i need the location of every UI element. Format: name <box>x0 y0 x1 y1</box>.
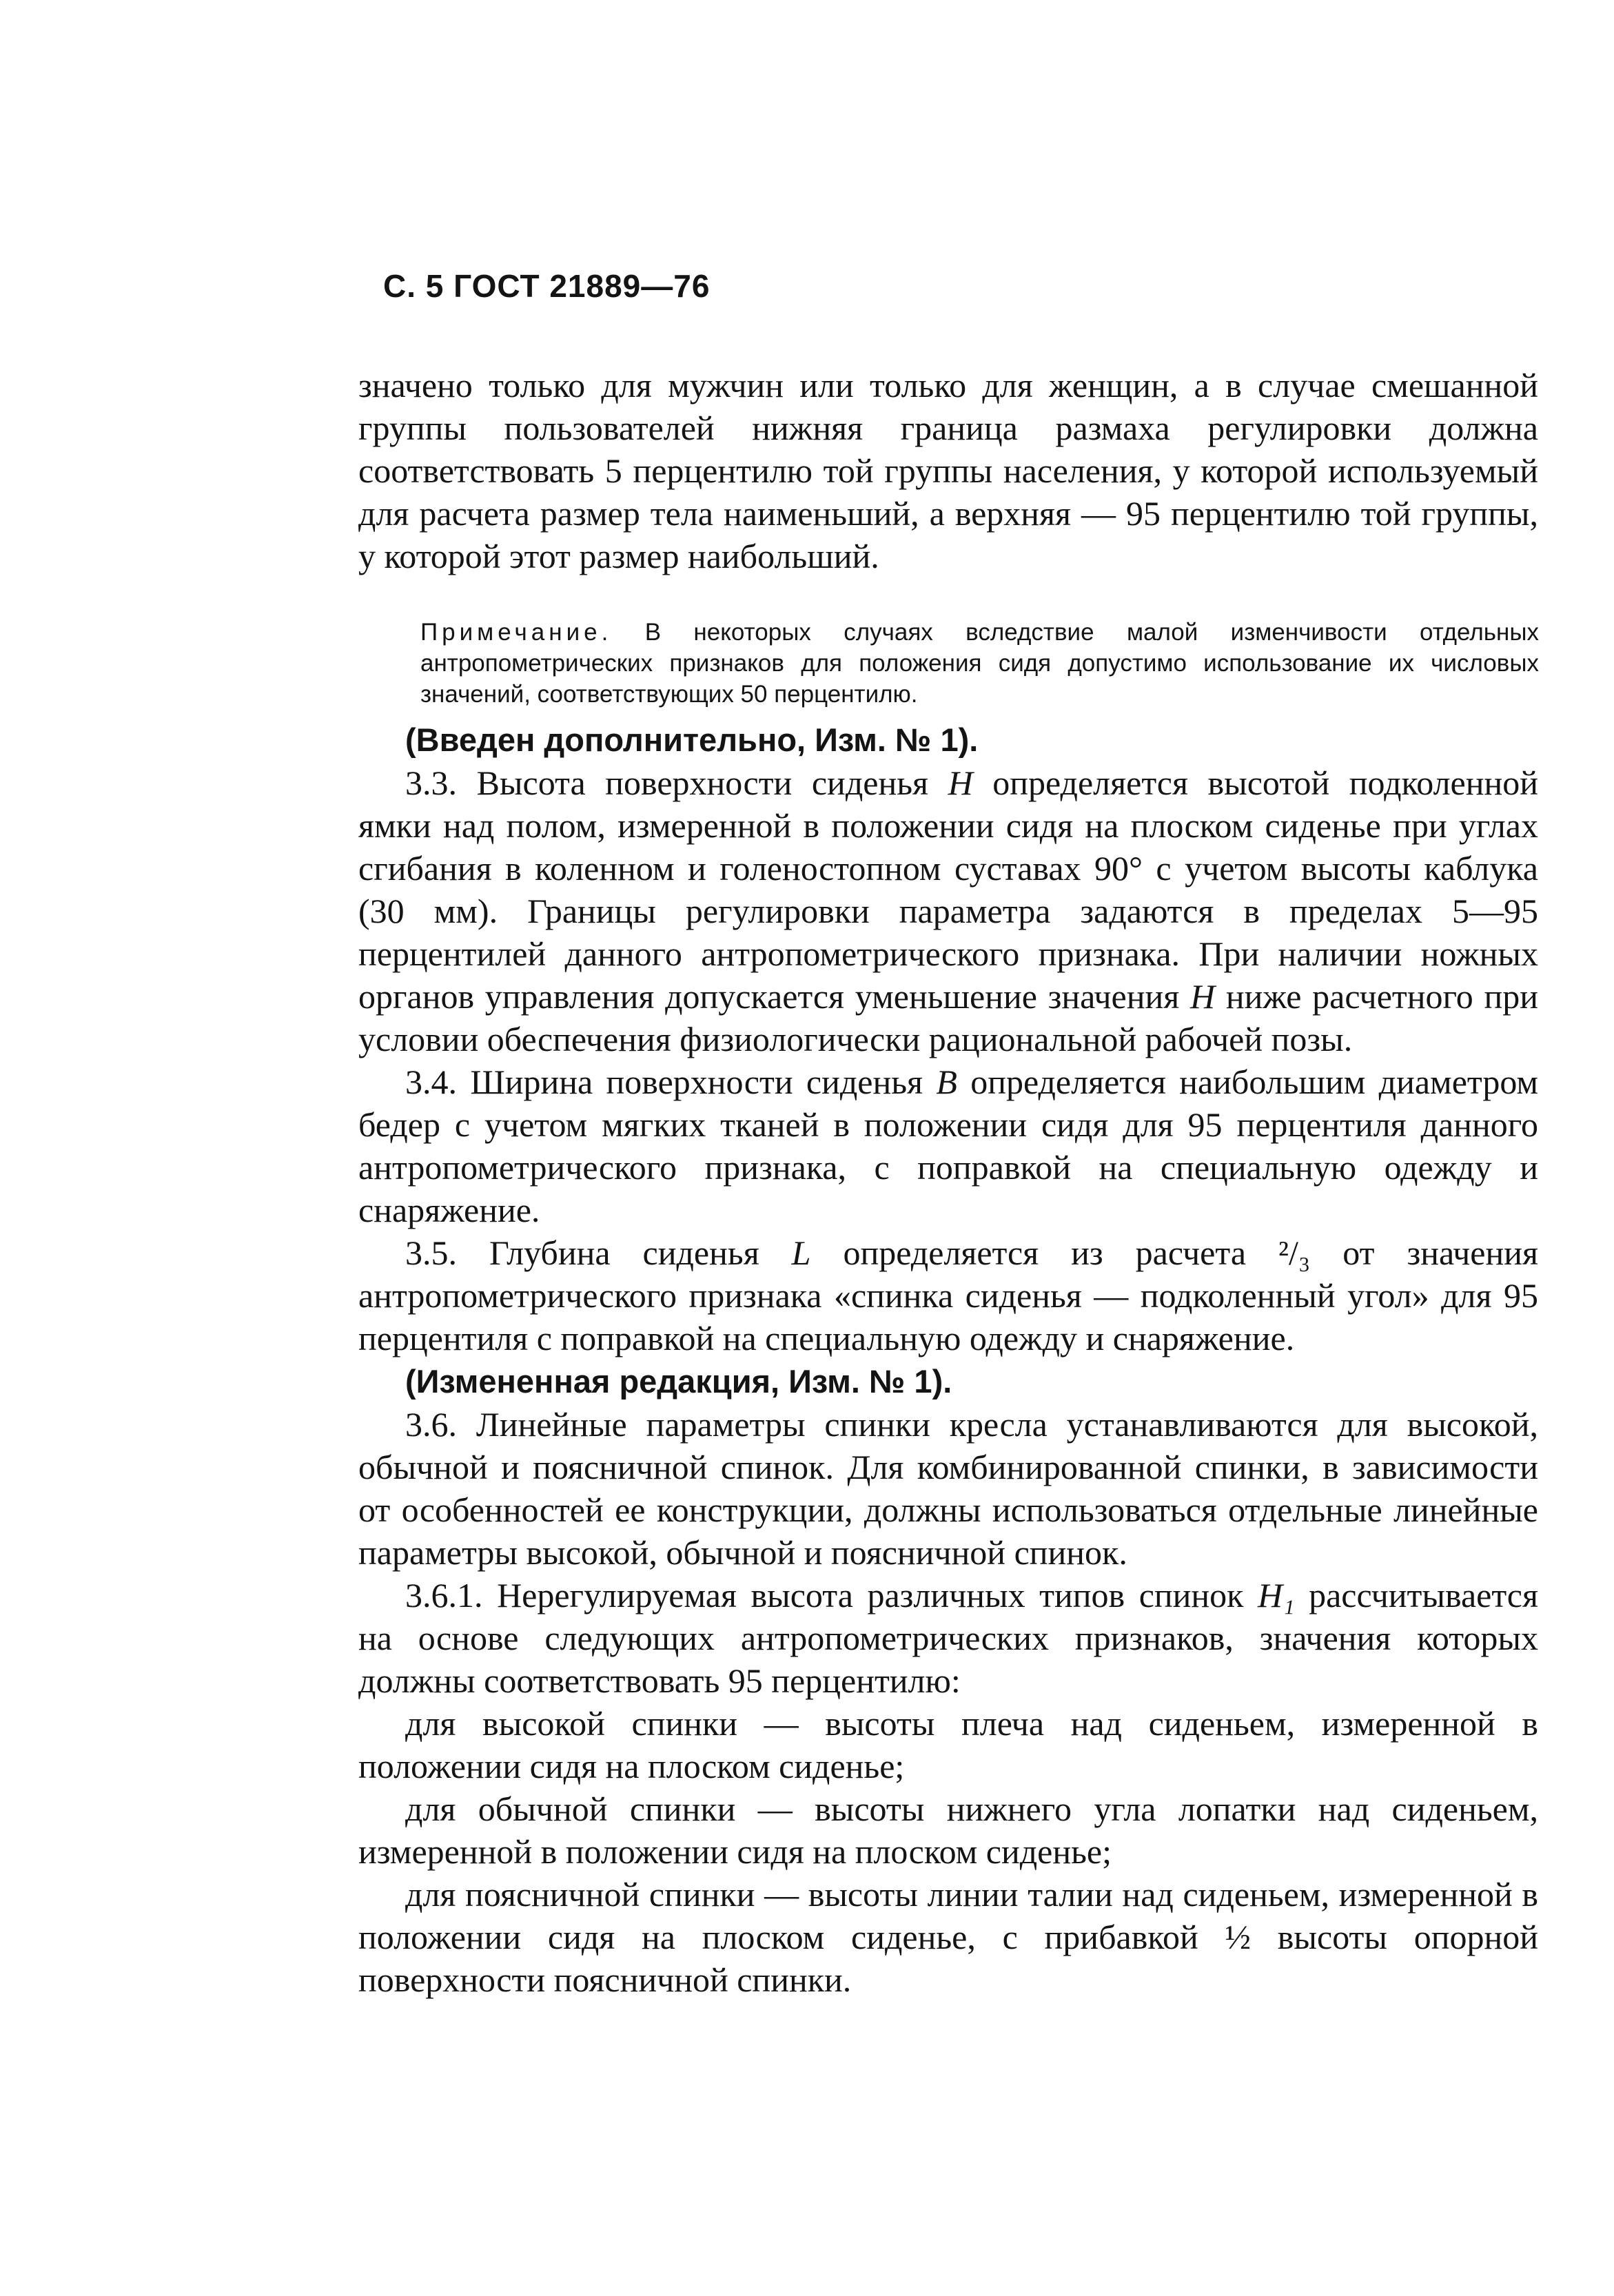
section-3-5-text-1: Глубина сиденья <box>489 1233 759 1272</box>
amendment-mark-1 <box>358 718 1538 761</box>
page-header: С. 5 ГОСТ 21889—76 <box>383 268 711 304</box>
main-text-block <box>358 718 1538 2001</box>
section-3-5-text-2: определяется из расчета ²/₃ от значения антропометрического признака «спинка сиденья — подколенный угол» для 95 перцентиля с поправкой на специальную одежду и снаряжение. <box>358 1233 1539 1357</box>
list-item: для поясничной спинки — высоты линии талии над сиденьем, измеренной в положении сидя на плоском сиденье, с прибавкой ½ высоты опорной поверхности поясничной спинки. <box>358 1875 1538 1999</box>
amendment-mark-1-text: (Введен дополнительно, Изм. № 1). <box>405 721 979 758</box>
section-3-3-text-2: определяется высотой подколенной ямки над полом, измеренной в положении сидя на плоском сиденье при углах сгибания в коленном и голеностопном суставах 90° с учетом высоты каблука (30 мм). Границы регулировки параметра задаются в пределах 5—95 перцентилей данного антропометрического признака. При наличии ножных органов управления допускается уменьшение значения <box>358 763 1539 1016</box>
section-3-6-1-number: 3.6.1. <box>405 1576 483 1615</box>
section-3-6-1-text-2: рассчитывается на основе следующих антропометрических признаков, значения которых должны соответствовать 95 перцентилю: <box>358 1576 1538 1700</box>
section-3-6-1 <box>358 1574 1538 1702</box>
section-3-3-number: 3.3. <box>405 763 457 802</box>
section-3-5 <box>358 1231 1538 1360</box>
section-3-4-number: 3.4. <box>405 1063 457 1101</box>
note-label: Примечание. <box>420 619 613 646</box>
section-3-6-number: 3.6. <box>405 1405 457 1444</box>
note-text: В некоторых случаях вследствие малой изменчивости отдельных антропометрических признаков для положения сидя допустимо использование их числовых значений, соответствующих 50 перцентилю. <box>420 619 1539 708</box>
section-3-6 <box>358 1403 1538 1574</box>
section-3-4-text-1: Ширина поверхности сиденья <box>470 1063 923 1101</box>
section-3-3-text-3: ниже расчетного при условии обеспечения физиологически рациональной рабочей позы. <box>358 977 1539 1058</box>
intro-block <box>358 364 1538 577</box>
section-3-4-var-b: B <box>936 1063 957 1101</box>
section-3-6-1-text-1: Нерегулируемая высота различных типов спинок <box>497 1576 1244 1615</box>
section-3-4 <box>358 1060 1538 1231</box>
section-3-6-1-var-h1: H₁ <box>1258 1576 1295 1615</box>
section-3-5-var-l: L <box>791 1233 811 1272</box>
amendment-mark-2 <box>358 1360 1538 1403</box>
section-3-5-number: 3.5. <box>405 1233 457 1272</box>
amendment-mark-2-text: (Измененная редакция, Изм. № 1). <box>405 1363 952 1400</box>
note-block <box>420 617 1539 710</box>
section-3-3-var-h-2: H <box>1189 977 1216 1016</box>
list-item: для обычной спинки — высоты нижнего угла лопатки над сиденьем, измеренной в положении сидя на плоском сиденье; <box>358 1790 1538 1871</box>
section-3-4-text-2: определяется наибольшим диаметром бедер с учетом мягких тканей в положении сидя для 95 перцентиля данного антропометрического признака, с поправкой на специальную одежду и снаряжение. <box>358 1063 1539 1229</box>
list-item: для высокой спинки — высоты плеча над сиденьем, измеренной в положении сидя на плоском сиденье; <box>358 1704 1538 1785</box>
intro-paragraph: значено только для мужчин или только для женщин, а в случае смешанной группы пользователей нижняя граница размаха регулировки должна соответствовать 5 перцентилю той группы населения, у которой используемый для расчета размер тела наименьший, а верхняя — 95 перцентилю той группы, у которой этот размер наибольший. <box>358 366 1538 575</box>
section-3-6-text: Линейные параметры спинки кресла устанавливаются для высокой, обычной и поясничной спинок. Для комбинированной спинки, в зависимости от особенностей ее конструкции, должны использоваться отдельные линейные параметры высокой, обычной и поясничной спинок. <box>358 1405 1538 1572</box>
section-3-3-var-h: H <box>948 763 973 802</box>
section-3-3-text-1: Высота поверхности сиденья <box>476 763 929 802</box>
section-3-3 <box>358 761 1538 1060</box>
